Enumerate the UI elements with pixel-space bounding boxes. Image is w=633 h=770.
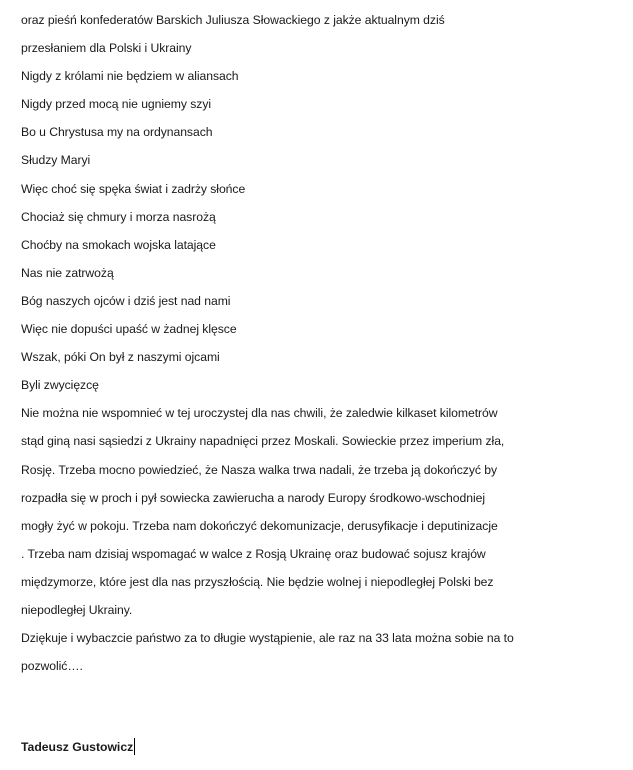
paragraph-line: mogły żyć w pokoju. Trzeba nam dokończyć dekomunizacje, derusyfikacje i deputinizacje xyxy=(21,518,498,533)
paragraph-line: Dziękuje i wybaczcie państwo za to długie wystąpienie, ale raz na 33 lata można sobie na to xyxy=(21,631,514,646)
paragraph-line: rozpadła się w proch i pył sowiecka zawierucha a narody Europy środkowo-wschodniej xyxy=(21,490,485,505)
poem-line: Więc choć się spęka świat i zadrży słońce xyxy=(21,181,246,196)
text-cursor xyxy=(134,738,135,755)
document-body[interactable] xyxy=(21,6,621,680)
poem-line: Nigdy z królami nie będziem w aliansach xyxy=(21,69,239,84)
paragraph-line: pozwolić…. xyxy=(21,659,83,674)
paragraph-line: niepodległej Ukrainy. xyxy=(21,602,133,617)
poem-line: Nigdy przed mocą nie ugniemy szyi xyxy=(21,97,212,112)
signature-name: Tadeusz Gustowicz xyxy=(21,740,134,754)
signature-line[interactable] xyxy=(21,736,135,758)
poem-line: Słudzy Maryi xyxy=(21,153,91,168)
paragraph-line: Nie można nie wspomnieć w tej uroczystej dla nas chwili, że zaledwie kilkaset kilometrów xyxy=(21,406,498,421)
text-line: oraz pieśń konfederatów Barskich Juliusza Słowackiego z jakże aktualnym dziś xyxy=(21,13,445,27)
poem-line: Bóg naszych ojców i dziś jest nad nami xyxy=(21,293,231,308)
paragraph-line: stąd giną nasi sąsiedzi z Ukrainy napadnięci przez Moskali. Sowieckie przez imperium zła, xyxy=(21,434,505,449)
poem-line: Bo u Chrystusa my na ordynansach xyxy=(21,125,213,140)
paragraph-line: . Trzeba nam dzisiaj wspomagać w walce z Rosją Ukrainę oraz budować sojusz krajów xyxy=(21,546,486,561)
text-line: przesłaniem dla Polski i Ukrainy xyxy=(21,41,192,56)
poem-line: Wszak, póki On był z naszymi ojcami xyxy=(21,350,220,365)
poem-line: Choćby na smokach wojska latające xyxy=(21,237,216,252)
poem-line: Byli zwycięzcę xyxy=(21,378,99,393)
poem-line: Więc nie dopuści upaść w żadnej klęsce xyxy=(21,322,237,337)
poem-line: Chociaż się chmury i morza nasrożą xyxy=(21,209,216,224)
poem-line: Nas nie zatrwożą xyxy=(21,265,114,280)
paragraph-line: międzymorze, które jest dla nas przyszłością. Nie będzie wolnej i niepodległej Polski bez xyxy=(21,574,494,589)
paragraph-line: Rosję. Trzeba mocno powiedzieć, że Nasza walka trwa nadali, że trzeba ją dokończyć by xyxy=(21,462,498,477)
